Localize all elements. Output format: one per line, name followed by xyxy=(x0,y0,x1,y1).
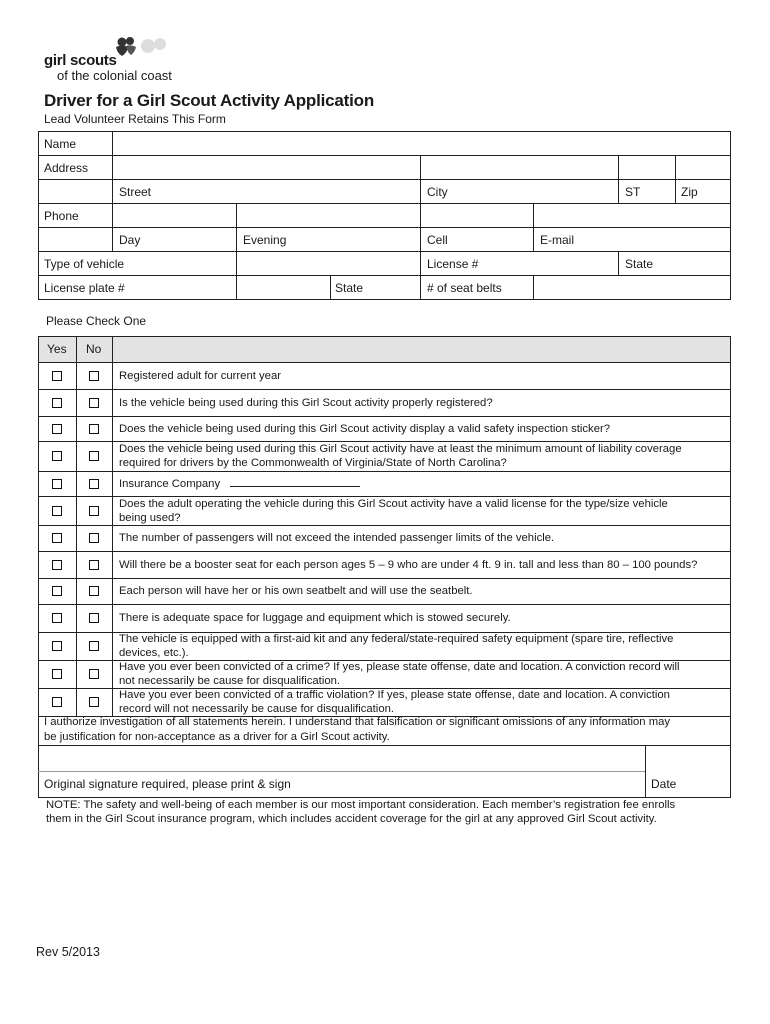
yes-header: Yes xyxy=(47,342,67,356)
trefoil-logo-icon xyxy=(108,34,178,60)
no-checkbox[interactable] xyxy=(89,586,99,596)
question-text: There is adequate space for luggage and equipment which is stowed securely. xyxy=(119,612,511,624)
question-text: being used? xyxy=(119,511,181,524)
question-text: Have you ever been convicted of a traffic violation? If yes, please state offense, date and location. A conviction xyxy=(119,689,670,701)
page-subtitle: Lead Volunteer Retains This Form xyxy=(44,112,226,126)
zip-field[interactable] xyxy=(676,156,730,179)
question-text: Each person will have her or his own seatbelt and will use the seatbelt. xyxy=(119,585,473,597)
yes-checkbox[interactable] xyxy=(52,424,62,434)
city-label: City xyxy=(427,185,448,199)
state-field[interactable] xyxy=(619,156,675,179)
no-checkbox[interactable] xyxy=(89,479,99,489)
vehicle-type-field[interactable] xyxy=(237,252,420,275)
no-checkbox[interactable] xyxy=(89,697,99,707)
no-header: No xyxy=(86,342,102,356)
question-text: Registered adult for current year xyxy=(119,369,282,382)
no-checkbox[interactable] xyxy=(89,669,99,679)
license-state-label: State xyxy=(625,257,654,271)
question-text: record will not necessarily be cause for disqualification. xyxy=(119,703,395,715)
question-text: Does the adult operating the vehicle during this Girl Scout activity have a valid license for the type/size vehicle xyxy=(119,497,668,510)
question-text: Does the vehicle being used during this Girl Scout activity have at least the minimum amount of liability coverage xyxy=(119,443,682,455)
signature-label: Original signature required, please print & sign xyxy=(44,777,291,791)
question-text: Insurance Company xyxy=(119,477,221,490)
name-label: Name xyxy=(44,137,77,151)
yes-checkbox[interactable] xyxy=(52,560,62,570)
no-checkbox[interactable] xyxy=(89,560,99,570)
question-text: Have you ever been convicted of a crime? If yes, please state offense, date and location. A conviction record will xyxy=(119,661,680,673)
license-number-label: License # xyxy=(427,257,479,271)
checklist-header xyxy=(38,336,731,362)
address-label: Address xyxy=(44,161,89,175)
question-text: The vehicle is equipped with a first-aid kit and any federal/state-required safety equipment (spare tire, reflective xyxy=(119,633,674,645)
seat-belts-field[interactable] xyxy=(534,276,730,299)
note-line-1: NOTE: The safety and well-being of each member is our most important consideration. Each member’s registration fee enrolls xyxy=(46,799,676,811)
page-title: Driver for a Girl Scout Activity Application xyxy=(44,91,375,110)
zip-label: Zip xyxy=(681,185,698,199)
day-phone-field[interactable] xyxy=(113,204,236,227)
seat-belts-label: # of seat belts xyxy=(427,281,502,295)
date-label: Date xyxy=(651,777,677,791)
yes-checkbox[interactable] xyxy=(52,398,62,408)
question-text: Does the vehicle being used during this Girl Scout activity display a valid safety inspection sticker? xyxy=(119,422,611,435)
cell-label: Cell xyxy=(427,233,448,247)
yes-checkbox[interactable] xyxy=(52,697,62,707)
day-label: Day xyxy=(119,233,141,247)
question-text: Is the vehicle being used during this Girl Scout activity properly registered? xyxy=(119,396,493,409)
license-plate-field[interactable] xyxy=(237,276,330,299)
no-checkbox[interactable] xyxy=(89,506,99,516)
note-line-2: them in the Girl Scout insurance program, which includes accident coverage for the girl at any approved Girl Scout activity. xyxy=(46,813,657,825)
street-label: Street xyxy=(119,185,152,199)
authorization-line-2: be justification for non-acceptance as a driver for a Girl Scout activity. xyxy=(44,731,390,743)
authorization-line-1: I authorize investigation of all statements herein. I understand that falsification or significant omissions of any information may xyxy=(44,716,671,728)
license-number-field[interactable] xyxy=(534,252,618,275)
yes-checkbox[interactable] xyxy=(52,613,62,623)
cell-phone-field[interactable] xyxy=(421,204,533,227)
question-text: The number of passengers will not exceed the intended passenger limits of the vehicle. xyxy=(119,532,555,544)
st-label: ST xyxy=(625,185,641,199)
no-checkbox[interactable] xyxy=(89,398,99,408)
logo-council: of the colonial coast xyxy=(57,68,172,83)
check-prompt: Please Check One xyxy=(46,314,147,328)
insurance-company-line[interactable] xyxy=(230,486,360,487)
name-field[interactable] xyxy=(113,132,730,155)
evening-phone-field[interactable] xyxy=(237,204,420,227)
logo-wordmark: girl scouts xyxy=(44,52,117,69)
street-field[interactable] xyxy=(113,156,420,179)
no-checkbox[interactable] xyxy=(89,641,99,651)
email-field[interactable] xyxy=(534,204,730,227)
question-text: Will there be a booster seat for each person ages 5 – 9 who are under 4 ft. 9 in. tall and less than 80 – 100 pounds? xyxy=(119,558,698,571)
no-checkbox[interactable] xyxy=(89,424,99,434)
no-checkbox[interactable] xyxy=(89,371,99,381)
yes-checkbox[interactable] xyxy=(52,371,62,381)
revision-label: Rev 5/2013 xyxy=(36,945,100,959)
phone-label: Phone xyxy=(44,209,79,223)
yes-checkbox[interactable] xyxy=(52,533,62,543)
yes-checkbox[interactable] xyxy=(52,586,62,596)
yes-checkbox[interactable] xyxy=(52,641,62,651)
yes-checkbox[interactable] xyxy=(52,451,62,461)
email-label: E-mail xyxy=(540,233,575,247)
evening-label: Evening xyxy=(243,233,287,247)
no-checkbox[interactable] xyxy=(89,451,99,461)
question-text: not necessarily be cause for disqualification. xyxy=(119,675,341,687)
question-text: devices, etc.). xyxy=(119,647,189,659)
plate-state-label: State xyxy=(335,281,364,295)
question-text: required for drivers by the Commonwealth of Virginia/State of North Carolina? xyxy=(119,457,507,469)
yes-checkbox[interactable] xyxy=(52,479,62,489)
no-checkbox[interactable] xyxy=(89,613,99,623)
city-field[interactable] xyxy=(421,156,618,179)
yes-checkbox[interactable] xyxy=(52,506,62,516)
license-plate-label: License plate # xyxy=(44,281,125,295)
vehicle-type-label: Type of vehicle xyxy=(44,257,125,271)
yes-checkbox[interactable] xyxy=(52,669,62,679)
no-checkbox[interactable] xyxy=(89,533,99,543)
